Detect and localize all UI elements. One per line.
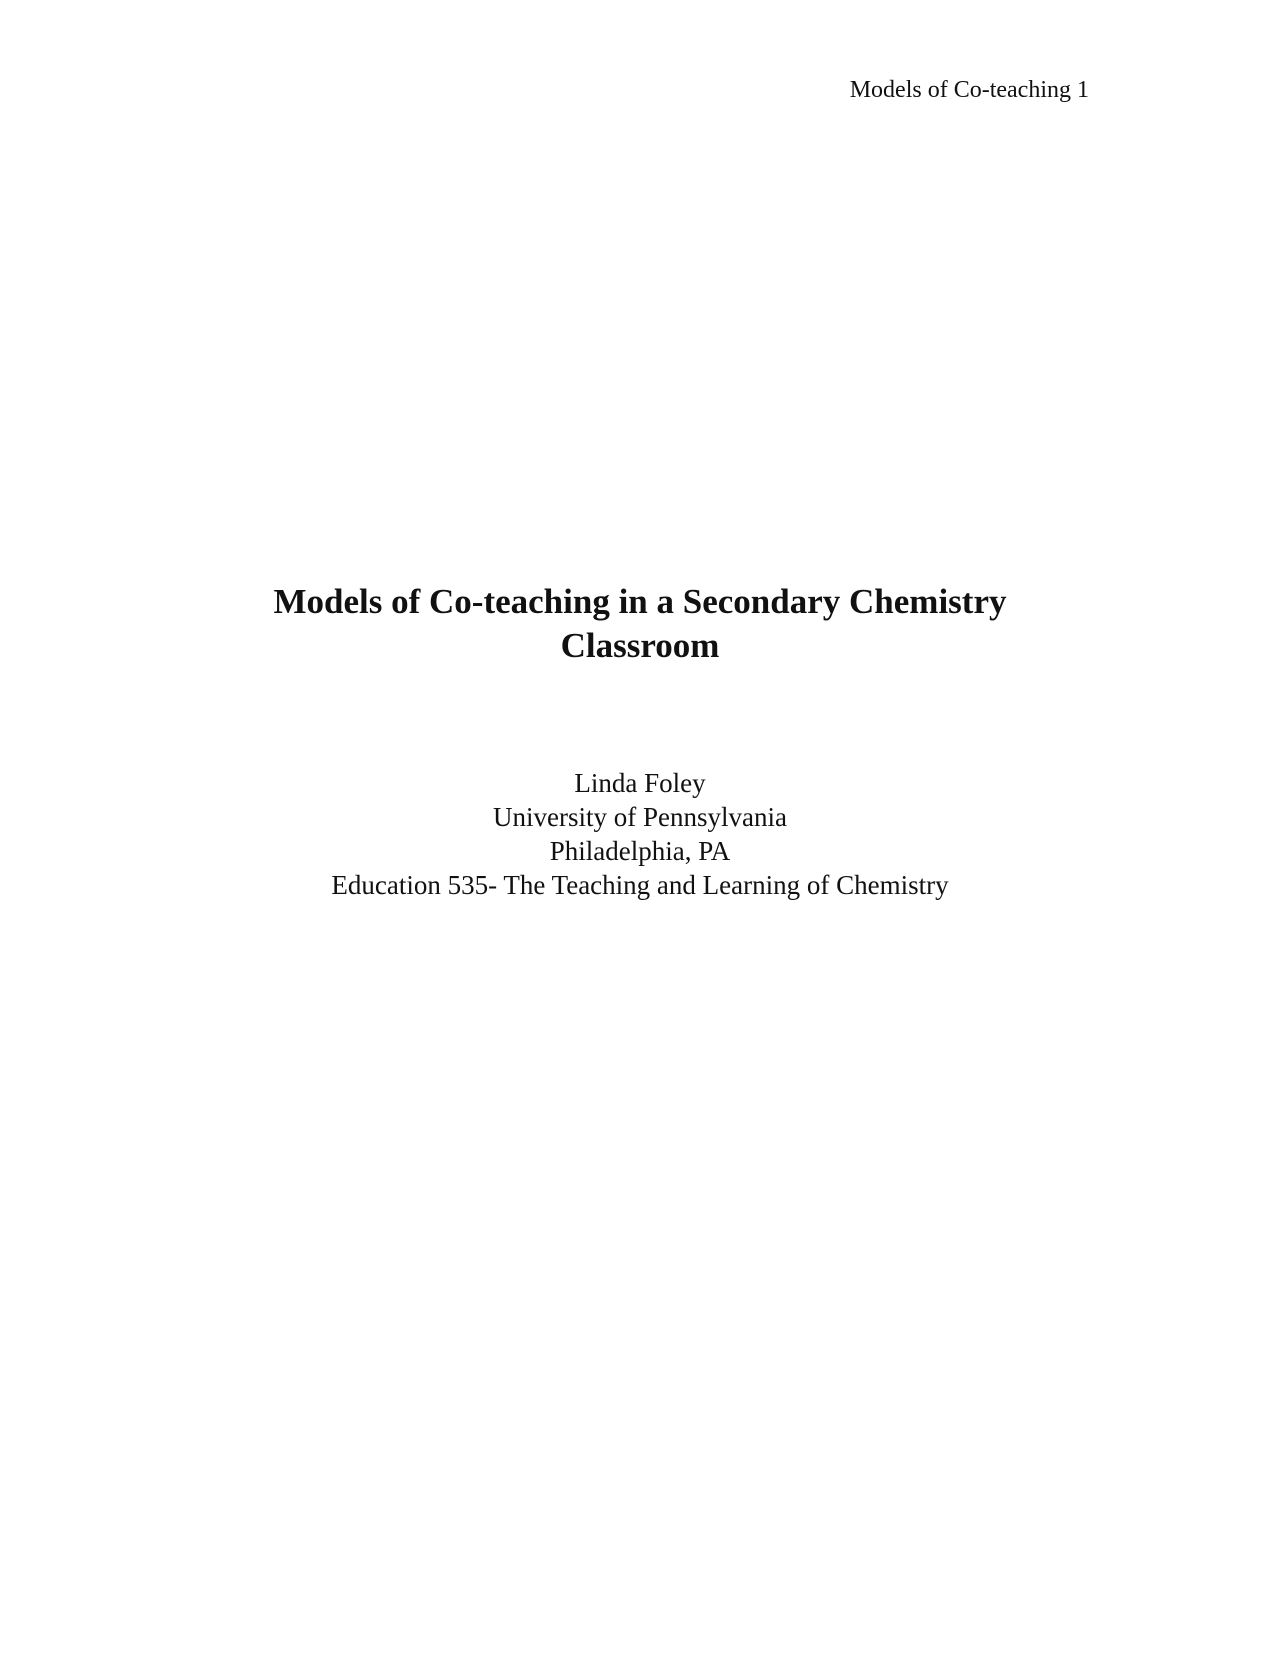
title-line-2: Classroom [560,626,720,665]
running-head: Models of Co-teaching 1 [849,77,1089,103]
author-name: Linda Foley [574,768,706,798]
byline [0,766,1280,902]
title-line-1: Models of Co-teaching in a Secondary Chemistry [273,582,1007,621]
location: Philadelphia, PA [549,836,731,866]
institution: University of Pennsylvania [493,802,787,832]
course: Education 535- The Teaching and Learning of Chemistry [331,870,949,900]
paper-title [0,580,1280,668]
